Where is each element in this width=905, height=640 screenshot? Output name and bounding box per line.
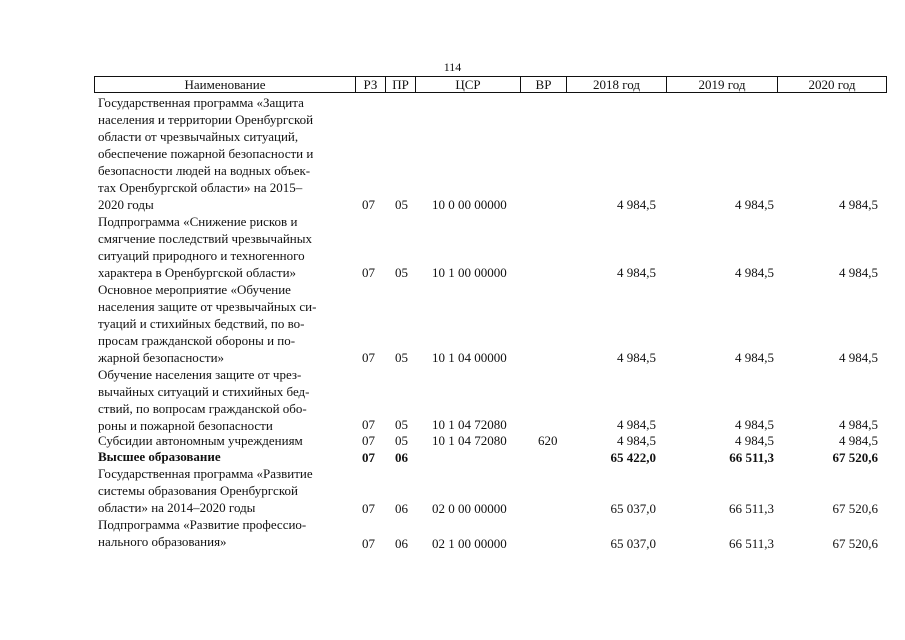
row-2020: 67 520,6 [832,450,878,465]
row-2018: 4 984,5 [617,433,656,448]
row-rz: 07 [362,501,375,516]
row-rz: 07 [362,197,375,212]
row-pr: 05 [395,417,408,432]
column-header-2018: 2018 год [567,77,667,92]
row-pr: 05 [395,265,408,280]
row-rz: 07 [362,265,375,280]
row-2019: 66 511,3 [729,450,774,465]
row-2018: 4 984,5 [617,350,656,365]
row-pr: 05 [395,433,408,448]
row-2019: 4 984,5 [735,350,774,365]
row-2019: 66 511,3 [728,501,774,516]
row-rz: 07 [362,417,375,432]
row-pr: 06 [395,536,408,551]
row-name: Высшее образование [98,449,221,464]
row-2020: 4 984,5 [839,265,878,280]
row-2019: 4 984,5 [735,417,774,432]
column-header-pr: ПР [386,77,416,92]
row-2018: 65 037,0 [610,536,656,551]
row-pr: 05 [395,197,408,212]
row-rz: 07 [362,350,375,365]
row-2020: 4 984,5 [839,350,878,365]
row-name: Государственная программа «Развитие системы образования Оренбургской области» на 2014–2020 годы [98,466,313,515]
row-2020: 4 984,5 [839,197,878,212]
row-csr: 10 1 04 72080 [432,417,507,432]
row-name: Государственная программа «Защита населения и территории Оренбургской области от чрезвычайных ситуаций, обеспечение пожарной безопасности и безопасности людей на водных объек- тах Оренбургской области» на 2015– 2020 годы [98,95,314,212]
row-name: Подпрограмма «Снижение рисков и смягчение последствий чрезвычайных ситуаций природного и техногенного характера в Оренбургской области» [98,214,312,280]
row-2020: 67 520,6 [832,536,878,551]
row-csr: 10 0 00 00000 [432,197,507,212]
row-rz: 07 [362,450,375,465]
row-name: Обучение населения защите от чрез- вычайных ситуаций и стихийных бед- ствий, по вопросам гражданской обо- роны и пожарной безопасности [98,367,310,433]
column-header-2019: 2019 год [667,77,778,92]
column-header-vr: ВР [521,77,567,92]
row-2020: 4 984,5 [839,417,878,432]
row-csr: 02 0 00 00000 [432,501,507,516]
row-2020: 67 520,6 [832,501,878,516]
row-name: Подпрограмма «Развитие профессио- нального образования» [98,517,307,549]
table-header [94,76,887,93]
row-2018: 4 984,5 [617,197,656,212]
row-2018: 4 984,5 [617,265,656,280]
row-rz: 07 [362,433,375,448]
row-2018: 4 984,5 [617,417,656,432]
row-2019: 4 984,5 [735,265,774,280]
row-csr: 10 1 04 72080 [432,433,507,448]
row-name: Субсидии автономным учреждениям [98,433,303,448]
row-2019: 66 511,3 [728,536,774,551]
row-csr: 10 1 00 00000 [432,265,507,280]
row-rz: 07 [362,536,375,551]
column-header-name: Наименование [95,77,356,92]
row-csr: 02 1 00 00000 [432,536,507,551]
row-csr: 10 1 04 00000 [432,350,507,365]
row-pr: 06 [395,501,408,516]
column-header-rz: РЗ [356,77,386,92]
row-name: Основное мероприятие «Обучение населения защите от чрезвычайных си- туаций и стихийных бедствий, по во- просам гражданской обороны и по- жарной безопасности» [98,282,317,365]
row-2018: 65 422,0 [610,450,656,465]
row-pr: 06 [395,450,408,465]
page-number: 114 [443,60,462,74]
row-2020: 4 984,5 [839,433,878,448]
row-vr: 620 [538,433,558,448]
row-2018: 65 037,0 [610,501,656,516]
column-header-2020: 2020 год [808,77,856,92]
row-2019: 4 984,5 [735,433,774,448]
row-2019: 4 984,5 [735,197,774,212]
row-pr: 05 [395,350,408,365]
column-header-csr: ЦСР [416,77,521,92]
